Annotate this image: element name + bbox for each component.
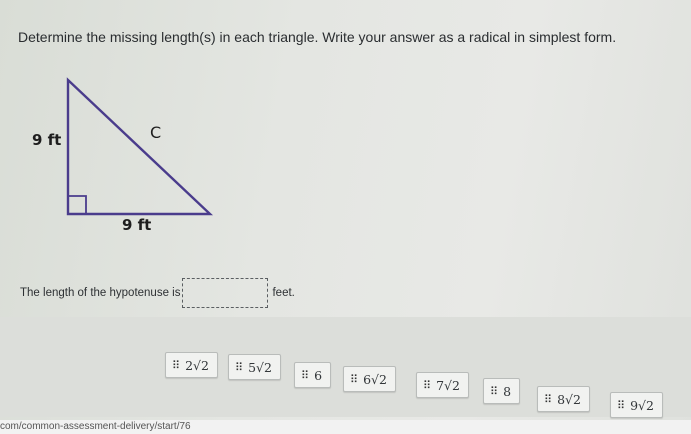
choice-8[interactable] xyxy=(483,378,520,404)
answer-prefix: The length of the hypotenuse is xyxy=(20,287,181,299)
answer-suffix: feet. xyxy=(272,287,295,299)
drag-handle-icon: ⠿ xyxy=(350,372,358,386)
choice-6[interactable] xyxy=(294,362,331,388)
answer-prompt xyxy=(20,278,295,308)
right-triangle xyxy=(68,80,210,214)
answer-drop-zone[interactable] xyxy=(182,278,268,308)
choice-5-root-2[interactable] xyxy=(228,354,281,380)
choice-9-root-2[interactable] xyxy=(610,392,663,418)
question-text: Determine the missing length(s) in each triangle. Write your answer as a radical in simplest form. xyxy=(18,29,617,45)
choice-label: 7√2 xyxy=(436,377,460,393)
choice-label: 8 xyxy=(503,383,512,399)
drag-handle-icon: ⠿ xyxy=(423,378,431,392)
choice-7-root-2[interactable] xyxy=(416,372,469,398)
choice-6-root-2[interactable] xyxy=(343,366,396,392)
drag-handle-icon: ⠿ xyxy=(617,398,625,412)
status-bar-url: com/common-assessment-delivery/start/76 xyxy=(0,420,691,434)
drag-handle-icon: ⠿ xyxy=(172,358,180,372)
hypotenuse-label: C xyxy=(150,123,162,142)
right-angle-marker xyxy=(68,196,86,214)
triangle-figure xyxy=(30,72,230,242)
choice-2-root-2[interactable] xyxy=(165,352,218,378)
choice-8-root-2[interactable] xyxy=(537,386,590,412)
drag-handle-icon: ⠿ xyxy=(235,360,243,374)
choice-label: 6 xyxy=(314,367,323,383)
choice-label: 8√2 xyxy=(557,391,581,407)
choice-label: 5√2 xyxy=(248,359,272,375)
drag-handle-icon: ⠿ xyxy=(301,368,309,382)
drag-handle-icon: ⠿ xyxy=(544,392,552,406)
choice-label: 9√2 xyxy=(630,397,654,413)
horizontal-leg-label: 9 ft xyxy=(122,216,152,234)
choice-label: 6√2 xyxy=(363,371,387,387)
vertical-leg-label: 9 ft xyxy=(32,131,62,149)
choice-label: 2√2 xyxy=(185,357,209,373)
drag-handle-icon: ⠿ xyxy=(490,384,498,398)
